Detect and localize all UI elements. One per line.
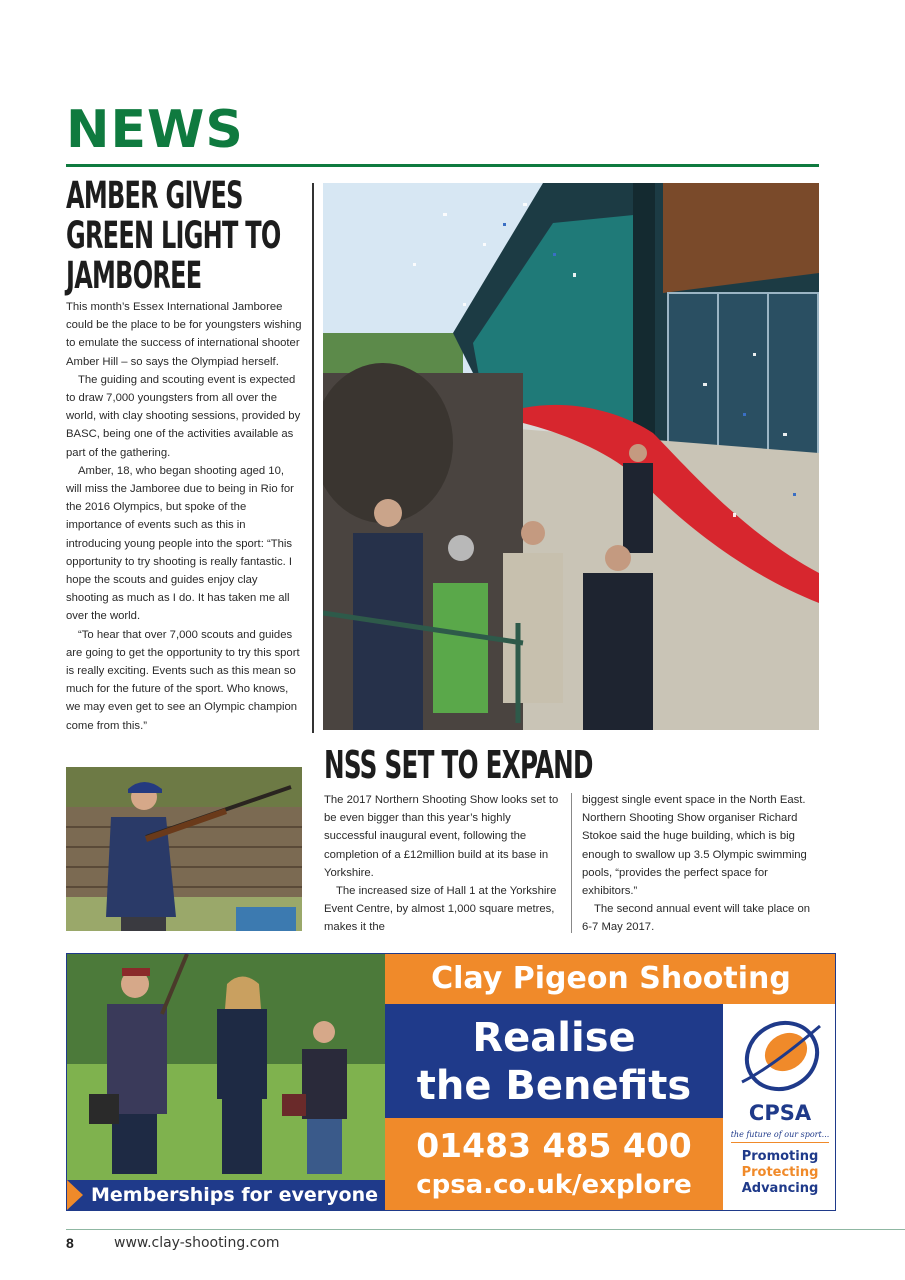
headline-line: GREEN LIGHT TO — [66, 214, 281, 257]
cpsa-logo — [723, 1004, 836, 1211]
article2-headline: NSS SET TO EXPAND — [324, 743, 593, 787]
advert-photo — [67, 954, 385, 1211]
column-divider — [312, 183, 314, 733]
paragraph: The 2017 Northern Shooting Show looks set to be even bigger than this year’s highly successful inaugural event, following the completion of a £12million build at its base in Yorkshire. — [324, 794, 559, 879]
section-title: NEWS — [66, 100, 244, 160]
advert-headline — [385, 1004, 723, 1118]
advert-phone[interactable]: 01483 485 400 — [416, 1126, 692, 1165]
banner-text: Memberships for everyone — [91, 1184, 379, 1206]
advert-headline-line: the Benefits — [416, 1063, 692, 1109]
logo-word: Promoting — [741, 1149, 819, 1164]
event-centre-photo — [323, 183, 819, 730]
logo-word: Protecting — [741, 1165, 819, 1180]
article2-column-b — [582, 791, 820, 937]
paragraph: This month’s Essex International Jamboree could be the place to be for youngsters wishing to emulate the success of international shooter Amber Hill – so says the Olympiad herself. — [66, 301, 302, 368]
website-link[interactable]: www.clay-shooting.com — [114, 1235, 280, 1251]
page-number: 8 — [66, 1235, 74, 1251]
arrow-icon — [67, 1180, 83, 1210]
paragraph: Amber, 18, who began shooting aged 10, will miss the Jamboree due to being in Rio for the 2016 Olympics, but spoke of the importance of events such as this in introducing young people into the sport: “This opportunity to try shooting is really fantastic. I hope the scouts and guides enjoy clay shooting as much as I do. It has taken me all over the world. — [66, 464, 294, 623]
paragraph: The increased size of Hall 1 at the Yorkshire Event Centre, by almost 1,000 square metres, makes it the — [324, 885, 557, 934]
logo-name: CPSA — [748, 1101, 812, 1125]
article1-headline — [66, 176, 281, 296]
advert-url[interactable]: cpsa.co.uk/explore — [416, 1170, 692, 1200]
advert-top-title: Clay Pigeon Shooting — [385, 954, 836, 1004]
paragraph: biggest single event space in the North East. Northern Shooting Show organiser Richard Stokoe said the huge building, which is big enough to swallow up 3.5 Olympic swimming pools, “provides the perfect space for exhibitors.” — [582, 794, 807, 898]
advert-contact — [385, 1118, 723, 1211]
amber-hill-photo — [66, 767, 302, 931]
headline-line: JAMBOREE — [66, 254, 202, 297]
paragraph: The guiding and scouting event is expected to draw 7,000 youngsters from all over the world, with clay shooting sessions, provided by BASC, being one of the activities available as part of the gathering. — [66, 373, 301, 459]
clay-target-icon — [732, 1012, 828, 1100]
cpsa-advert[interactable] — [66, 953, 836, 1211]
logo-word: Advancing — [741, 1181, 819, 1196]
column-divider — [571, 793, 572, 933]
footer-rule — [66, 1229, 905, 1230]
article1-body — [66, 298, 302, 735]
paragraph: “To hear that over 7,000 scouts and guides are going to get the opportunity to try this sport is really exciting. Events such as this mean so much for the future of the sport. Who knows, we may even get to see an Olympic champion come from this.” — [66, 628, 300, 732]
advert-banner — [67, 1180, 385, 1210]
section-rule — [66, 164, 819, 167]
article2-column-a — [324, 791, 560, 937]
logo-tagline: the future of our sport... — [731, 1130, 830, 1143]
headline-line: AMBER GIVES — [66, 174, 243, 217]
advert-headline-line: Realise — [472, 1015, 636, 1061]
paragraph: The second annual event will take place on 6-7 May 2017. — [582, 903, 811, 934]
